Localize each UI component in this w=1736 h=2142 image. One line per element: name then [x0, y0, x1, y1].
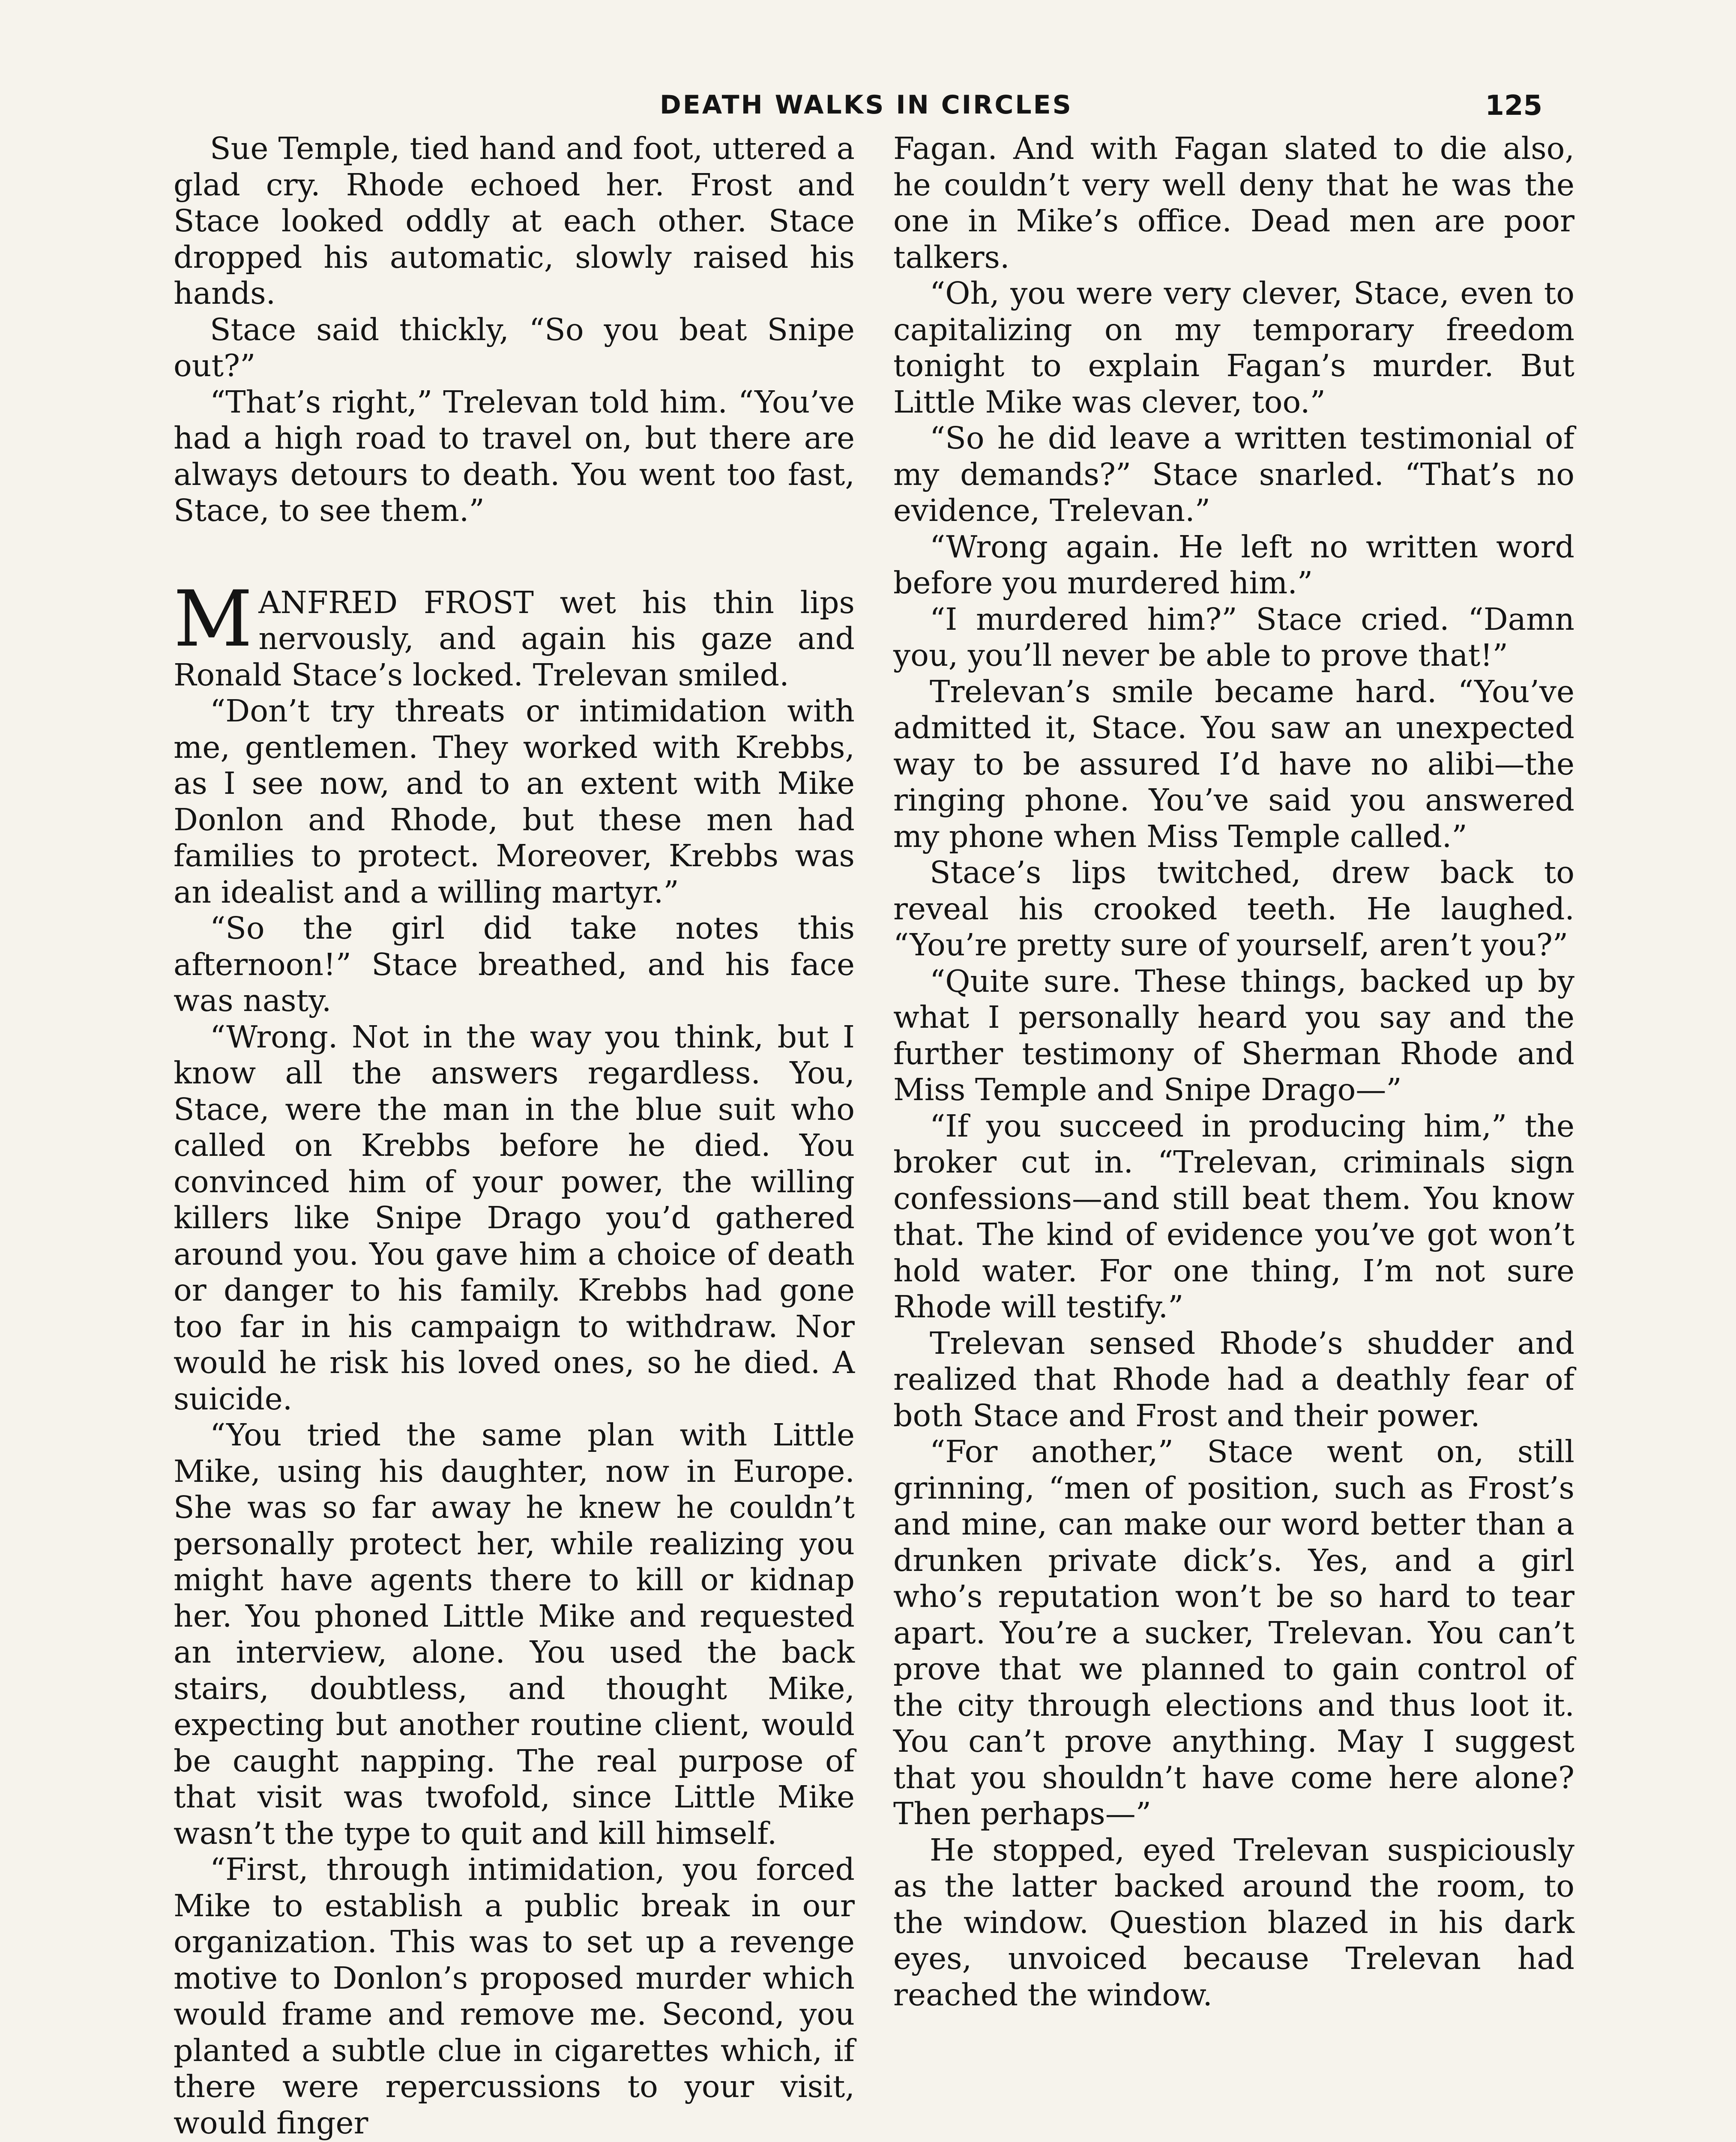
paragraph: “Don’t try threats or intimidation with me, gentlemen. They worked with Krebbs, as I see now, and to an extent with Mike Donlon and Rhode, but these men had families to protect. Moreover, Krebbs was an idealist and a willing martyr.”: [174, 693, 855, 910]
left-column: [174, 131, 855, 2141]
paragraph: Stace said thickly, “So you beat Snipe out?”: [174, 311, 855, 383]
paragraph: He stopped, eyed Trelevan suspiciously as the latter backed around the room, to the window. Question blazed in his dark eyes, unvoiced because Trelevan had reached the window.: [893, 1832, 1574, 2013]
paragraph: “For another,” Stace went on, still grinning, “men of position, such as Frost’s and mine, can make our word better than a drunken private dick’s. Yes, and a girl who’s reputation won’t be so hard to tear apart. You’re a sucker, Trelevan. You can’t prove that we planned to gain control of the city through elections and thus loot it. You can’t prove anything. May I suggest that you shouldn’t have come here alone? Then perhaps—”: [893, 1434, 1574, 1831]
paragraph: Sue Temple, tied hand and foot, uttered a glad cry. Rhode echoed her. Frost and Stace looked oddly at each other. Stace dropped his automatic, slowly raised his hands.: [174, 131, 855, 311]
paragraph: “That’s right,” Trelevan told him. “You’ve had a high road to travel on, but there are always detours to death. You went too fast, Stace, to see them.”: [174, 384, 855, 528]
paragraph: “So the girl did take notes this afternoon!” Stace breathed, and his face was nasty.: [174, 910, 855, 1018]
paragraph: “Quite sure. These things, backed up by what I personally heard you say and the further testimony of Sherman Rhode and Miss Temple and Snipe Drago—”: [893, 963, 1574, 1107]
paragraph: “So he did leave a written testimonial of my demands?” Stace snarled. “That’s no evidence, Trelevan.”: [893, 420, 1574, 528]
paragraph: Fagan. And with Fagan slated to die also, he couldn’t very well deny that he was the one in Mike’s office. Dead men are poor talkers.: [893, 131, 1574, 275]
paragraph: Trelevan sensed Rhode’s shudder and realized that Rhode had a deathly fear of both Stace and Frost and their power.: [893, 1325, 1574, 1433]
paragraph: “Oh, you were very clever, Stace, even to capitalizing on my temporary freedom tonight to explain Fagan’s murder. But Little Mike was clever, too.”: [893, 275, 1574, 420]
paragraph: Stace’s lips twitched, drew back to reveal his crooked teeth. He laughed. “You’re pretty sure of yourself, aren’t you?”: [893, 855, 1574, 963]
drop-cap: M: [174, 574, 253, 664]
paragraph: “First, through intimidation, you forced Mike to establish a public break in our organization. This was to set up a revenge motive to Donlon’s proposed murder which would frame and remove me. Second, you planted a subtle clue in cigarettes which, if there were repercussions to your visit, would finger: [174, 1852, 855, 2141]
paragraph: “You tried the same plan with Little Mike, using his daughter, now in Europe. She was so far away he knew he couldn’t personally protect her, while realizing you might have agents there to kill or kidnap her. You phoned Little Mike and requested an interview, alone. You used the back stairs, doubtless, and thought Mike, expecting but another routine client, would be caught napping. The real purpose of that visit was twofold, since Little Mike wasn’t the type to quit and kill himself.: [174, 1417, 855, 1851]
running-title: DEATH WALKS IN CIRCLES: [660, 90, 1073, 120]
section-opening-paragraph: [174, 574, 855, 694]
paragraph: Trelevan’s smile became hard. “You’ve admitted it, Stace. You saw an unexpected way to be assured I’d have no alibi—the ringing phone. You’ve said you answered my phone when Miss Temple called.”: [893, 673, 1574, 854]
paragraph: “Wrong. Not in the way you think, but I know all the answers regardless. You, Stace, were the man in the blue suit who called on Krebbs before he died. You convinced him of your power, the willing killers like Snipe Drago you’d gathered around you. You gave him a choice of death or danger to his family. Krebbs had gone too far in his campaign to withdraw. Nor would he risk his loved ones, so he died. A suicide.: [174, 1019, 855, 1417]
paragraph: “Wrong again. He left no written word before you murdered him.”: [893, 529, 1574, 601]
page-number: 125: [1485, 90, 1542, 122]
right-column: [893, 131, 1574, 2013]
running-header: [171, 90, 1542, 129]
paragraph: “If you succeed in producing him,” the broker cut in. “Trelevan, criminals sign confessions—and still beat them. You know that. The kind of evidence you’ve got won’t hold water. For one thing, I’m not sure Rhode will testify.”: [893, 1108, 1574, 1325]
paragraph-text: ANFRED FROST wet his thin lips nervously, and again his gaze and Ronald Stace’s locked. Trelevan smiled.: [174, 584, 855, 693]
paragraph: “I murdered him?” Stace cried. “Damn you, you’ll never be able to prove that!”: [893, 601, 1574, 673]
